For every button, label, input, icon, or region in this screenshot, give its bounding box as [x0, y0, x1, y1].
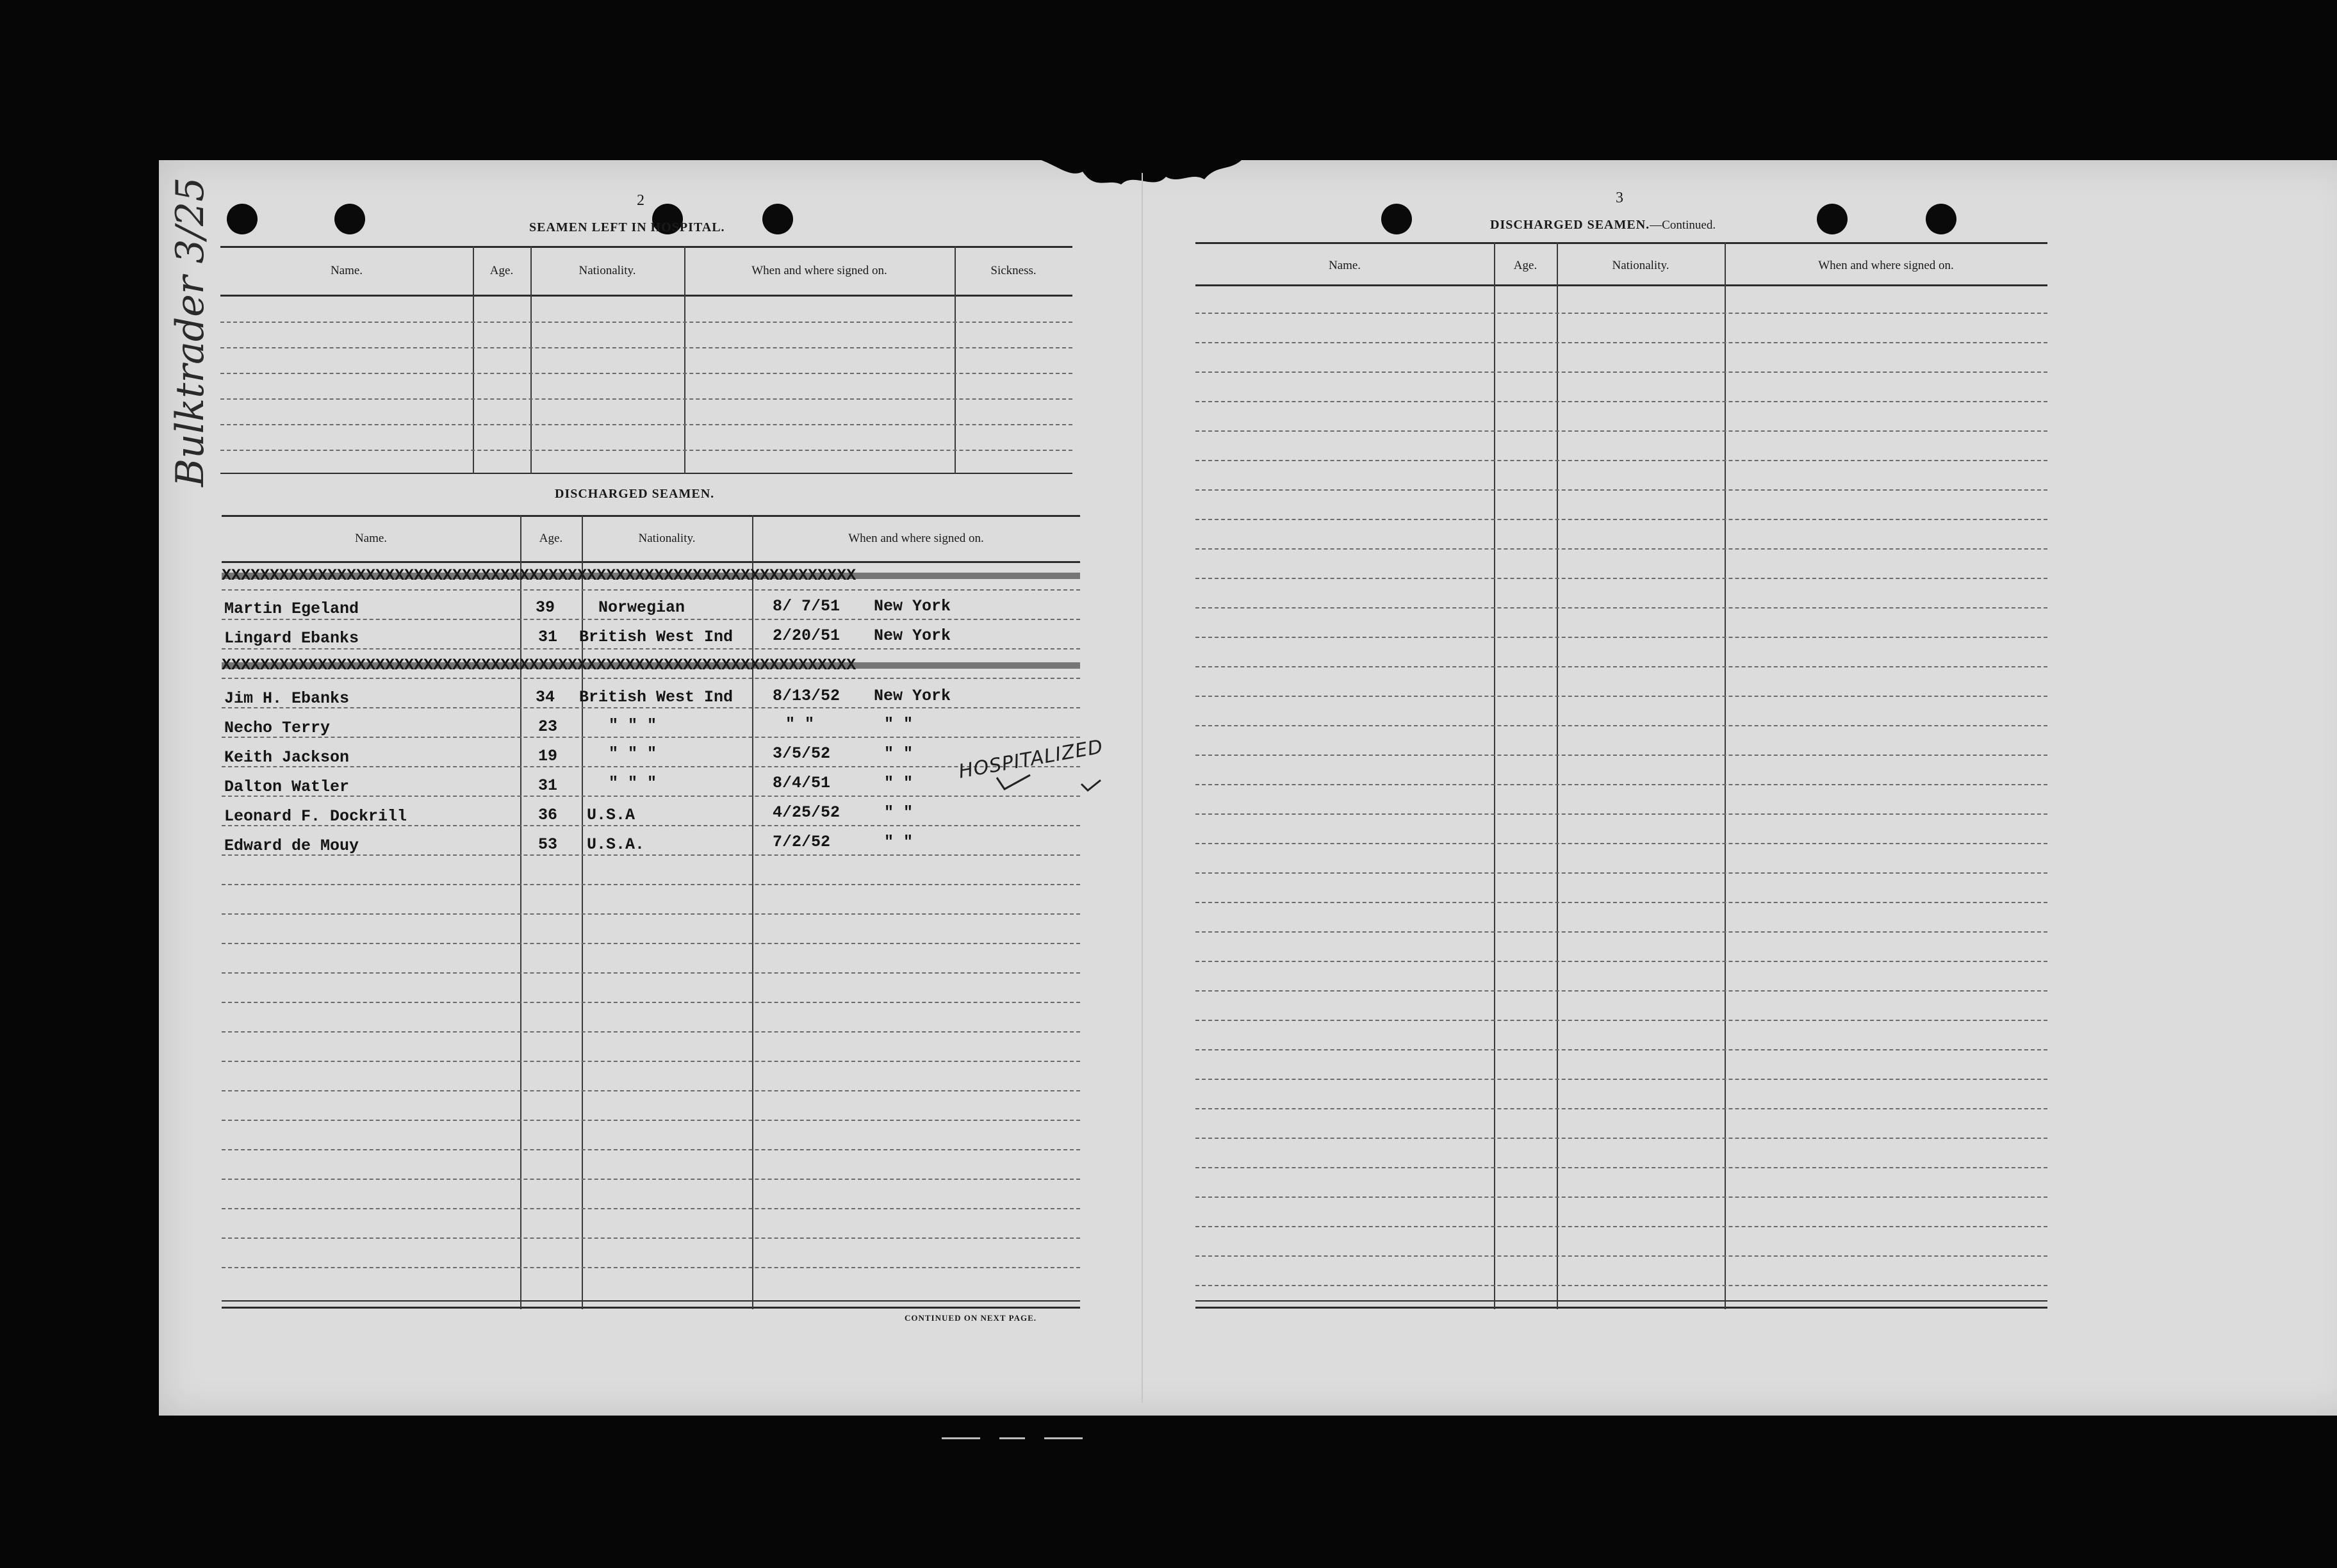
row-date: 3/5/52: [773, 744, 831, 763]
row-nationality: U.S.A: [587, 806, 636, 824]
right-col-signed-on: When and where signed on.: [1818, 259, 1954, 272]
row-age: 34: [536, 688, 555, 706]
row-age: 53: [538, 835, 558, 854]
continued-footer: CONTINUED ON NEXT PAGE.: [905, 1313, 1037, 1323]
right-col-name: Name.: [1328, 259, 1361, 272]
hospital-col-signed-on: When and where signed on.: [751, 264, 887, 277]
hospital-col-sickness: Sickness.: [990, 264, 1037, 277]
discharged-section-title: DISCHARGED SEAMEN.: [555, 487, 715, 501]
punch-hole: [334, 204, 365, 234]
margin-handwriting: Bulktrader 3/25: [168, 177, 213, 487]
hospitalized-annotation: HOSPITALIZED: [956, 735, 1105, 783]
row-age: 36: [538, 806, 558, 824]
row-place: " ": [884, 715, 914, 733]
row-name: Keith Jackson: [224, 748, 350, 767]
row-place: New York: [874, 597, 951, 616]
scan-artifact: [1044, 1437, 1083, 1439]
punch-hole: [1817, 204, 1848, 234]
row-name: Edward de Mouy: [224, 837, 359, 855]
discharged-col-name: Name.: [354, 532, 388, 545]
row-date: 8/13/52: [773, 687, 840, 705]
row-nationality: British West Ind: [579, 688, 734, 706]
row-nationality: Norwegian: [598, 598, 685, 617]
row-place: New York: [874, 626, 951, 645]
row-name: Necho Terry: [224, 719, 331, 737]
right-col-age: Age.: [1513, 259, 1538, 272]
discharged-continued-table: [1195, 242, 2047, 1309]
discharged-col-nationality: Nationality.: [638, 532, 696, 545]
row-age: 19: [538, 747, 558, 765]
row-nationality: " " ": [609, 716, 657, 735]
row-name: Leonard F. Dockrill: [224, 807, 407, 826]
row-name: Martin Egeland: [224, 600, 359, 618]
row-age: 23: [538, 717, 558, 736]
strike-bar: [222, 573, 1080, 579]
annotation-checkmarks: [992, 766, 1120, 798]
discharged-col-age: Age.: [539, 532, 563, 545]
row-date: 8/4/51: [773, 774, 831, 792]
row-name: Lingard Ebanks: [224, 629, 359, 648]
page-number-left: 2: [637, 192, 645, 209]
right-page-title: [1490, 218, 1716, 233]
torn-edge: [1038, 146, 1243, 197]
row-age: 39: [536, 598, 555, 617]
punch-hole: [1381, 204, 1412, 234]
hospital-col-age: Age.: [489, 264, 514, 277]
punch-hole: [227, 204, 258, 234]
row-date: 8/ 7/51: [773, 597, 840, 616]
right-title-main: DISCHARGED SEAMEN.: [1490, 218, 1650, 232]
row-place: " ": [884, 833, 914, 851]
scan-artifact: [999, 1437, 1025, 1439]
row-name: Jim H. Ebanks: [224, 689, 350, 708]
row-age: 31: [538, 628, 558, 646]
row-nationality: " " ": [609, 774, 657, 792]
punch-hole: [1926, 204, 1956, 234]
right-title-continued: —Continued.: [1650, 218, 1716, 232]
row-nationality: U.S.A.: [587, 835, 645, 854]
page-number-right: 3: [1616, 190, 1624, 206]
row-place: " ": [884, 744, 914, 763]
row-date: 7/2/52: [773, 833, 831, 851]
row-name: Dalton Watler: [224, 778, 350, 796]
row-nationality: British West Ind: [579, 628, 734, 646]
hospital-table: [220, 246, 1072, 474]
row-date: " ": [785, 715, 815, 733]
row-date: 4/25/52: [773, 803, 840, 822]
row-place: " ": [884, 774, 914, 792]
row-place: New York: [874, 687, 951, 705]
row-nationality: " " ": [609, 744, 657, 763]
punch-hole: [762, 204, 793, 234]
hospital-col-nationality: Nationality.: [578, 264, 636, 277]
row-age: 31: [538, 776, 558, 795]
scan-artifact: [942, 1437, 980, 1439]
row-place: " ": [884, 803, 914, 822]
hospital-section-title: SEAMEN LEFT IN HOSPITAL.: [529, 220, 725, 234]
strike-bar: [222, 662, 1080, 669]
right-col-nationality: Nationality.: [1612, 259, 1669, 272]
page-fold: [1142, 173, 1143, 1403]
discharged-col-signed-on: When and where signed on.: [848, 532, 984, 545]
row-date: 2/20/51: [773, 626, 840, 645]
hospital-col-name: Name.: [330, 264, 363, 277]
